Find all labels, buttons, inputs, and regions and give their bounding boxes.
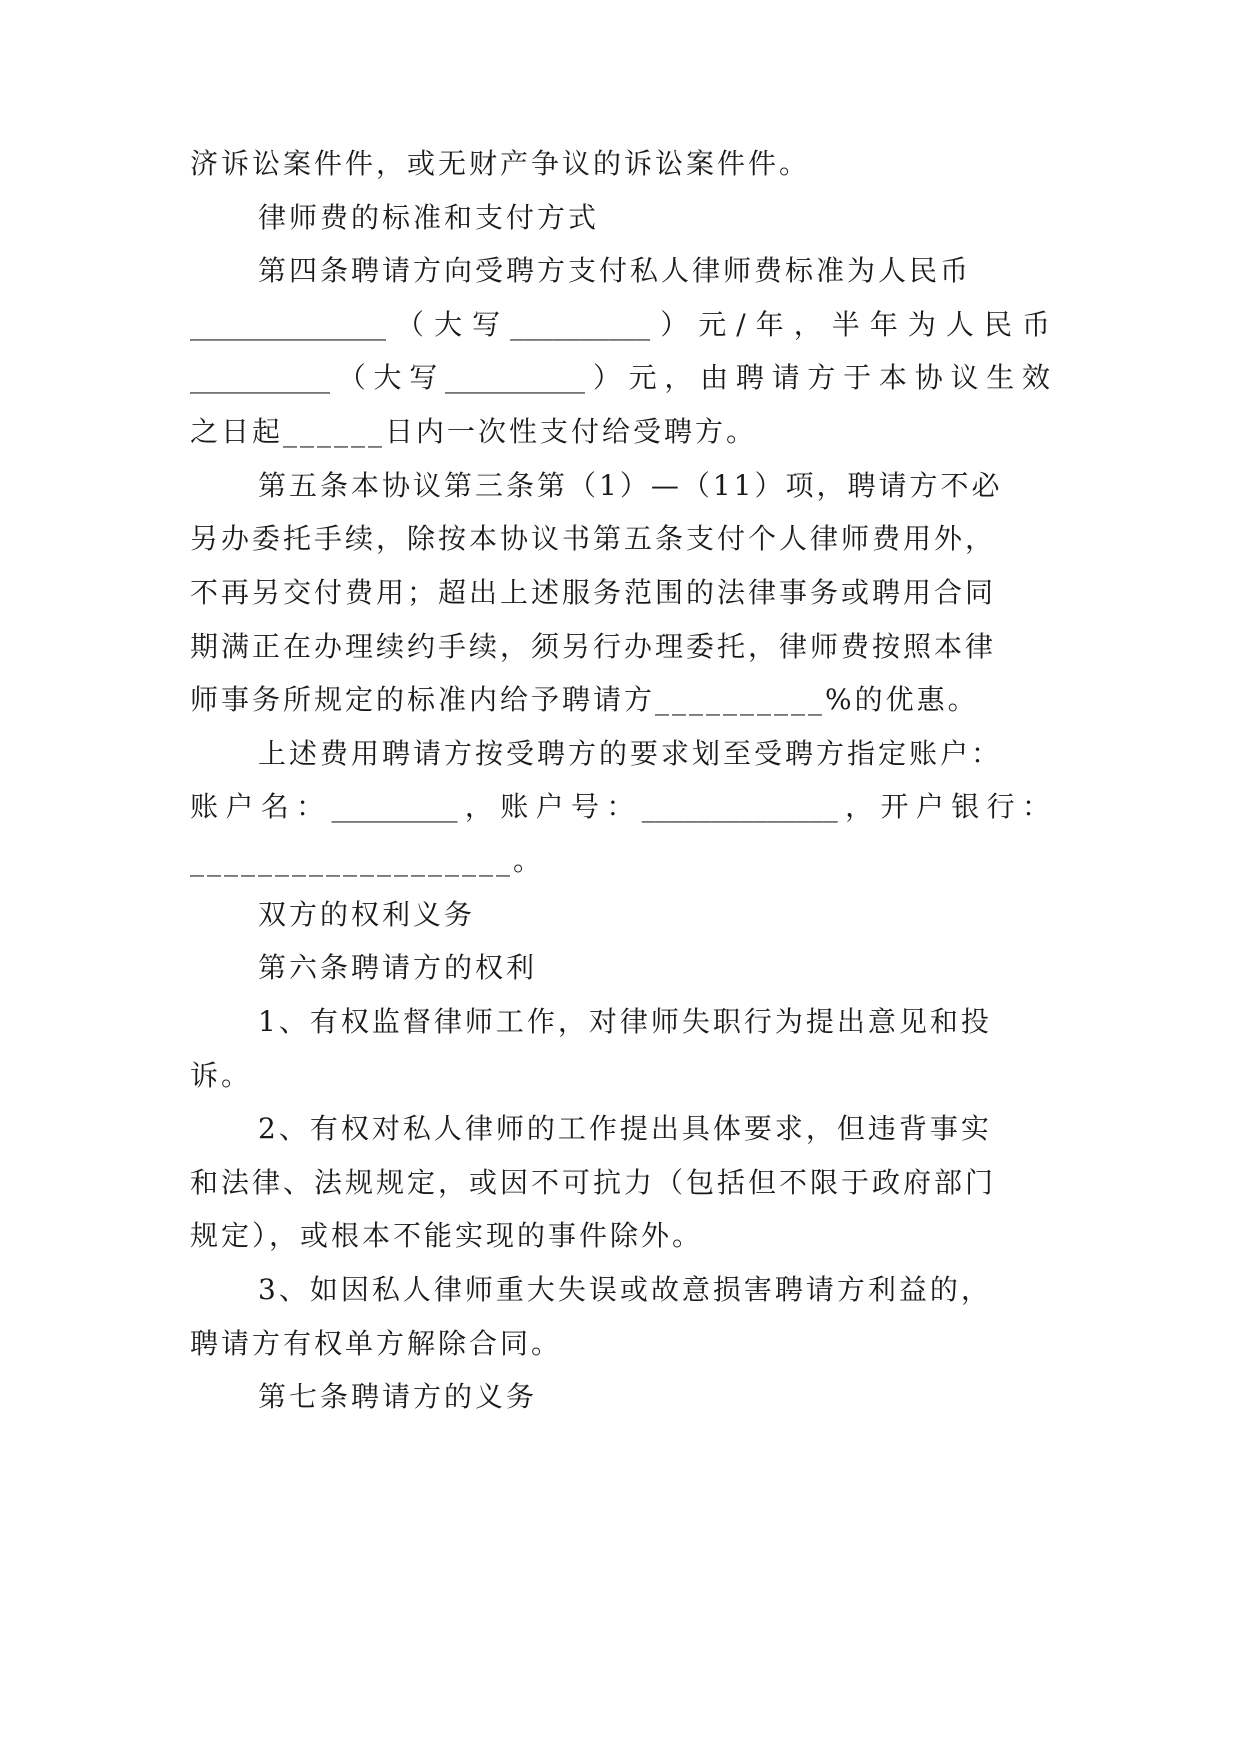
text-line: 期满正在办理续约手续，须另行办理委托，律师费按照本律	[190, 630, 997, 663]
text-line: 诉。	[190, 1059, 253, 1092]
text-line: 第五条本协议第三条第（1）—（11）项，聘请方不必	[258, 469, 1003, 502]
text-line: 规定），或根本不能实现的事件除外。	[190, 1219, 704, 1252]
article-heading: 第六条聘请方的权利	[258, 951, 538, 984]
article-heading: 第七条聘请方的义务	[258, 1380, 538, 1413]
text-line: ______________（大写__________）元/年，半年为人民币	[190, 308, 1050, 341]
list-item: 1、有权监督律师工作，对律师失职行为提出意见和投	[258, 1005, 992, 1038]
text-line: ___________________。	[190, 844, 545, 877]
text-line: 账户名：_________，账户号：______________，开户银行：	[190, 790, 1050, 823]
section-heading: 双方的权利义务	[258, 898, 476, 931]
text-line: 另办委托手续，除按本协议书第五条支付个人律师费用外，	[190, 522, 997, 555]
text-line: 不再另交付费用；超出上述服务范围的法律事务或聘用合同	[190, 576, 997, 609]
text-line: __________（大写__________）元，由聘请方于本协议生效	[190, 361, 1050, 394]
list-item: 2、有权对私人律师的工作提出具体要求，但违背事实	[258, 1112, 992, 1145]
text-line: 聘请方有权单方解除合同。	[190, 1327, 563, 1360]
section-heading: 律师费的标准和支付方式	[258, 201, 600, 234]
text-line: 和法律、法规规定，或因不可抗力（包括但不限于政府部门	[190, 1166, 997, 1199]
text-line: 师事务所规定的标准内给予聘请方__________%的优惠。	[190, 683, 979, 716]
list-item: 3、如因私人律师重大失误或故意损害聘请方利益的，	[258, 1273, 992, 1306]
text-line: 上述费用聘请方按受聘方的要求划至受聘方指定账户：	[258, 737, 1003, 770]
text-line: 第四条聘请方向受聘方支付私人律师费标准为人民币	[258, 254, 972, 287]
text-line: 济诉讼案件件，或无财产争议的诉讼案件件。	[190, 147, 811, 180]
text-line: 之日起______日内一次性支付给受聘方。	[190, 415, 758, 448]
